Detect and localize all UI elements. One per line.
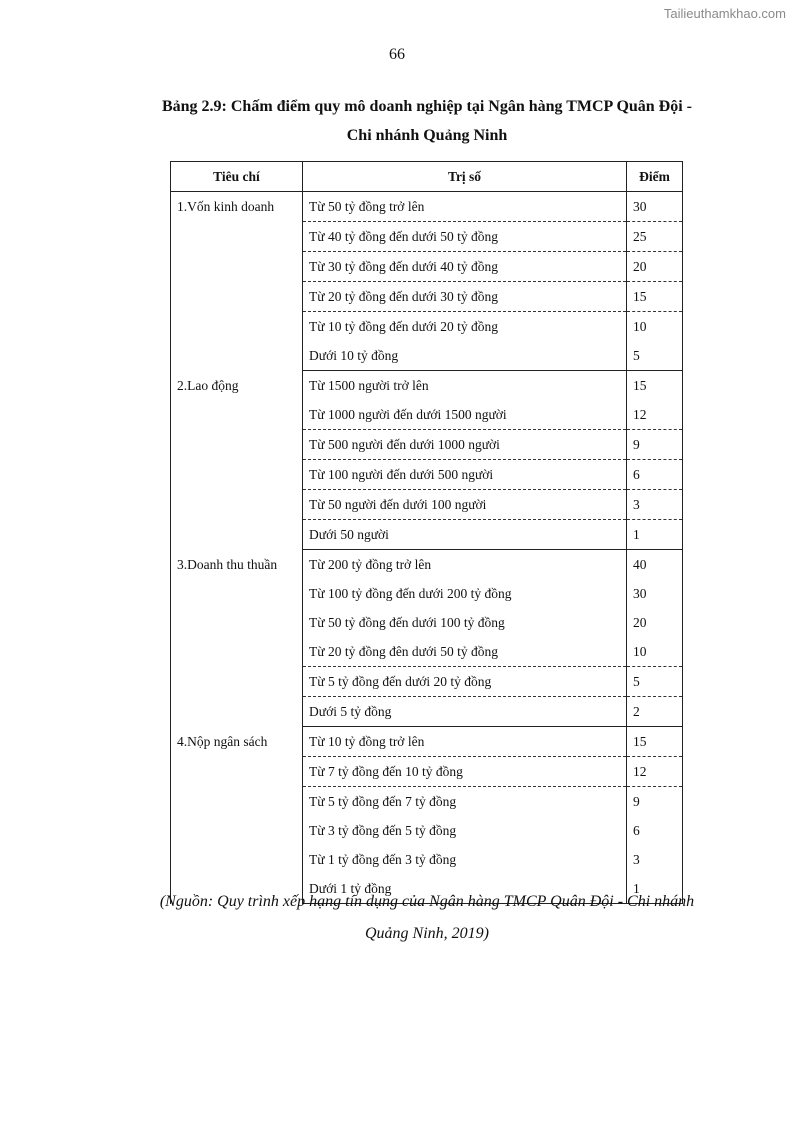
table-row xyxy=(171,550,683,580)
score-cell: 25 xyxy=(627,222,683,252)
value-cell: Từ 3 tỷ đồng đến 5 tỷ đồng xyxy=(303,816,627,845)
score-cell: 15 xyxy=(627,727,683,757)
value-cell: Từ 20 tỷ đồng đến dưới 30 tỷ đồng xyxy=(303,282,627,312)
score-cell: 2 xyxy=(627,697,683,727)
value-cell: Từ 1 tỷ đồng đến 3 tỷ đồng xyxy=(303,845,627,874)
score-cell: 20 xyxy=(627,252,683,282)
score-cell: 9 xyxy=(627,787,683,817)
score-cell: 30 xyxy=(627,579,683,608)
criterion-cell: 4.Nộp ngân sách xyxy=(171,727,303,904)
value-cell: Từ 50 người đến dưới 100 người xyxy=(303,490,627,520)
score-cell: 12 xyxy=(627,757,683,787)
value-cell: Dưới 5 tỷ đồng xyxy=(303,697,627,727)
table-header-row xyxy=(171,162,683,192)
value-cell: Từ 200 tỷ đồng trở lên xyxy=(303,550,627,580)
value-cell: Từ 50 tỷ đồng trở lên xyxy=(303,192,627,222)
value-cell: Từ 1500 người trở lên xyxy=(303,371,627,401)
value-cell: Dưới 50 người xyxy=(303,520,627,550)
score-cell: 3 xyxy=(627,845,683,874)
value-cell: Từ 5 tỷ đồng đến 7 tỷ đồng xyxy=(303,787,627,817)
score-cell: 10 xyxy=(627,312,683,342)
score-cell: 30 xyxy=(627,192,683,222)
scoring-table xyxy=(170,161,683,904)
criterion-cell: 2.Lao động xyxy=(171,371,303,550)
score-cell: 12 xyxy=(627,400,683,430)
score-cell: 5 xyxy=(627,667,683,697)
value-cell: Từ 7 tỷ đồng đến 10 tỷ đồng xyxy=(303,757,627,787)
value-cell: Từ 50 tỷ đồng đến dưới 100 tỷ đồng xyxy=(303,608,627,637)
score-cell: 6 xyxy=(627,460,683,490)
source-note: (Nguồn: Quy trình xếp hạng tín dụng của Ngân hàng TMCP Quân Đội - Chi nhánh xyxy=(159,893,695,910)
watermark: Tailieuthamkhao.com xyxy=(663,6,786,21)
score-cell: 1 xyxy=(627,874,683,904)
criterion-cell: 3.Doanh thu thuần xyxy=(171,550,303,727)
value-cell: Từ 100 người đến dưới 500 người xyxy=(303,460,627,490)
table-title: Bảng 2.9: Chấm điểm quy mô doanh nghiệp tại Ngân hàng TMCP Quân Đội - xyxy=(161,98,693,115)
table-title-line2: Chi nhánh Quảng Ninh xyxy=(346,127,508,144)
value-cell: Từ 30 tỷ đồng đến dưới 40 tỷ đồng xyxy=(303,252,627,282)
table-row xyxy=(171,192,683,222)
header-score: Điểm xyxy=(627,162,683,192)
table-row xyxy=(171,371,683,401)
value-cell: Từ 20 tỷ đồng đên dưới 50 tỷ đồng xyxy=(303,637,627,667)
score-cell: 1 xyxy=(627,520,683,550)
score-cell: 5 xyxy=(627,341,683,371)
value-cell: Từ 40 tỷ đồng đến dưới 50 tỷ đồng xyxy=(303,222,627,252)
score-cell: 3 xyxy=(627,490,683,520)
value-cell: Từ 100 tỷ đồng đến dưới 200 tỷ đồng xyxy=(303,579,627,608)
value-cell: Từ 1000 người đến dưới 1500 người xyxy=(303,400,627,430)
table-row xyxy=(171,727,683,757)
score-cell: 15 xyxy=(627,282,683,312)
value-cell: Từ 10 tỷ đồng trở lên xyxy=(303,727,627,757)
header-criterion: Tiêu chí xyxy=(171,162,303,192)
value-cell: Từ 5 tỷ đồng đến dưới 20 tỷ đồng xyxy=(303,667,627,697)
value-cell: Từ 10 tỷ đồng đến dưới 20 tỷ đồng xyxy=(303,312,627,342)
score-cell: 40 xyxy=(627,550,683,580)
score-cell: 6 xyxy=(627,816,683,845)
value-cell: Từ 500 người đến dưới 1000 người xyxy=(303,430,627,460)
source-note-line2: Quảng Ninh, 2019) xyxy=(365,925,489,942)
page-number: 66 xyxy=(389,46,405,63)
score-cell: 10 xyxy=(627,637,683,667)
score-cell: 20 xyxy=(627,608,683,637)
header-value: Trị số xyxy=(303,162,627,192)
value-cell: Dưới 1 tỷ đồng xyxy=(303,874,627,904)
score-cell: 9 xyxy=(627,430,683,460)
score-cell: 15 xyxy=(627,371,683,401)
value-cell: Dưới 10 tỷ đồng xyxy=(303,341,627,371)
criterion-cell: 1.Vốn kinh doanh xyxy=(171,192,303,371)
